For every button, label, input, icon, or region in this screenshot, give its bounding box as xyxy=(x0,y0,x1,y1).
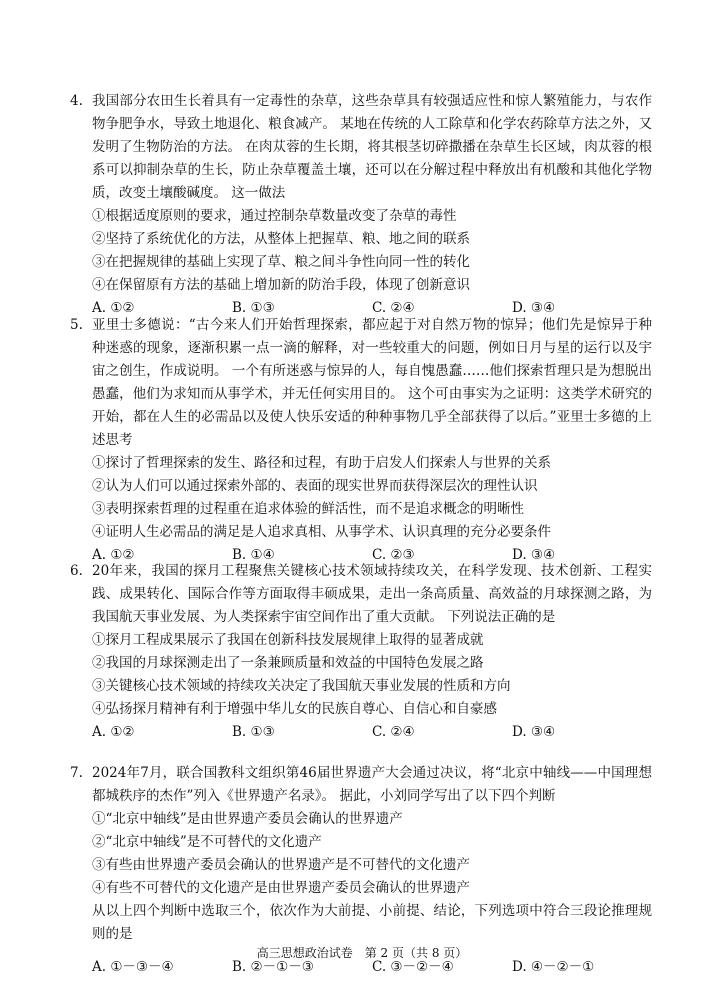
option-2: ②我国的月球探测走出了一条兼顾质量和效益的中国特色发展之路 xyxy=(92,655,484,671)
option-1: ①探讨了哲理探索的发生、路径和过程，有助于启发人们探索人与世界的关系 xyxy=(92,455,551,471)
answer-choices xyxy=(92,721,652,744)
option-1: ①探月工程成果展示了我国在创新科技发展规律上取得的显著成就 xyxy=(92,632,484,648)
choice-b: B. ①③ xyxy=(232,300,275,316)
option-3: ③关键核心技术领域的持续攻关决定了我国航天事业发展的性质和方向 xyxy=(92,678,511,694)
option-4: ④在保留原有方法的基础上增加新的防治手段，体现了创新意识 xyxy=(92,277,470,293)
choice-c: C. ②④ xyxy=(372,724,415,740)
option-2: ②“北京中轴线”是不可替代的文化遗产 xyxy=(92,834,322,850)
question-number: 6. xyxy=(70,563,83,579)
choice-d: D. ④－②－① xyxy=(512,959,595,975)
page-footer: 高三思想政治试卷 第 2 页（共 8 页） xyxy=(256,946,468,960)
question-5 xyxy=(70,314,652,567)
option-4: ④证明人生必需品的满足是人追求真相、从事学术、认识真理的充分必要条件 xyxy=(92,524,551,540)
question-number: 5. xyxy=(70,317,83,333)
question-4 xyxy=(70,90,652,320)
choice-d: D. ③④ xyxy=(512,724,556,740)
question-number: 4. xyxy=(70,93,83,109)
choice-d: D. ③④ xyxy=(512,300,556,316)
choice-a: A. ①② xyxy=(92,300,135,316)
option-2: ②坚持了系统优化的方法，从整体上把握草、粮、地之间的联系 xyxy=(92,231,470,247)
choice-a: A. ①－③－④ xyxy=(92,959,174,975)
choice-c: C. ②④ xyxy=(372,300,415,316)
option-1: ①“北京中轴线”是由世界遗产委员会确认的世界遗产 xyxy=(92,811,403,827)
question-stem: 我国部分农田生长着具有一定毒性的杂草，这些杂草具有较强适应性和惊人繁殖能力，与农作物争肥争水，导致土地退化、粮食减产。 某地在传统的人工除草和化学农药除草方法之外，又发明了生物防治的方法。 在肉苁蓉的生长期，将其根茎切碎撒播在杂草生长区域，肉苁蓉的根系可以抑制杂草的生长，防止杂草覆盖土壤，还可以在分解过程中释放出有机酸和其他化学物质，改变土壤酸碱度。 这一做法 xyxy=(92,93,652,201)
question-stem: 亚里士多德说：“古今来人们开始哲理探索，都应起于对自然万物的惊异；他们先是惊异于种种迷惑的现象，逐渐积累一点一滴的解释，对一些较重大的问题，例如日月与星的运行以及宇宙之创生，作成说明。 一个有所迷惑与惊异的人，每自愧愚蠢……他们探索哲理只是为想脱出愚蠢，他们为求知而从事学术，并无任何实用目的。 这个可由事实为之证明：这类学术研究的开始，都在人生的必需品以及使人快乐安适的种种事物几乎全部获得了以后。”亚里士多德的上述思考 xyxy=(92,317,652,448)
choice-b: B. ①④ xyxy=(232,547,275,563)
choice-b: B. ②－①－③ xyxy=(232,959,314,975)
option-4: ④有些不可替代的文化遗产是由世界遗产委员会确认的世界遗产 xyxy=(92,880,470,896)
option-1: ①根据适度原则的要求，通过控制杂草数量改变了杂草的毒性 xyxy=(92,208,457,224)
question-stem: 2024年7月，联合国教科文组织第46届世界遗产大会通过决议，将“北京中轴线——中国理想都城秩序的杰作”列入《世界遗产名录》。 据此，小刘同学写出了以下四个判断 xyxy=(92,765,652,804)
option-3: ③在把握规律的基础上实现了草、粮之间斗争性向同一性的转化 xyxy=(92,254,470,270)
option-2: ②认为人们可以通过探索外部的、表面的现实世界而获得深层次的理性认识 xyxy=(92,478,538,494)
choice-d: D. ③④ xyxy=(512,547,556,563)
choice-c: C. ③－②－④ xyxy=(372,959,454,975)
option-3: ③有些由世界遗产委员会确认的世界遗产是不可替代的文化遗产 xyxy=(92,857,470,873)
question-6 xyxy=(70,560,652,744)
option-3: ③表明探索哲理的过程重在追求体验的鲜活性，而不是追求概念的明晰性 xyxy=(92,501,524,517)
choice-c: C. ②③ xyxy=(372,547,415,563)
question-tail: 从以上四个判断中选取三个，依次作为大前提、小前提、结论，下列选项中符合三段论推理规则的是 xyxy=(92,903,652,942)
choice-b: B. ①③ xyxy=(232,724,275,740)
question-stem: 20年来，我国的探月工程聚焦关键核心技术领域持续攻关，在科学发现、技术创新、工程实践、成果转化、国际合作等方面取得丰硕成果，走出一条高质量、高效益的月球探测之路，为我国航天事业发展、为人类探索宇宙空间作出了重大贡献。 下列说法正确的是 xyxy=(92,563,652,625)
choice-a: A. ①② xyxy=(92,724,135,740)
question-number: 7. xyxy=(70,765,83,781)
option-4: ④弘扬探月精神有利于增强中华儿女的民族自尊心、自信心和自豪感 xyxy=(92,701,497,717)
choice-a: A. ①② xyxy=(92,547,135,563)
